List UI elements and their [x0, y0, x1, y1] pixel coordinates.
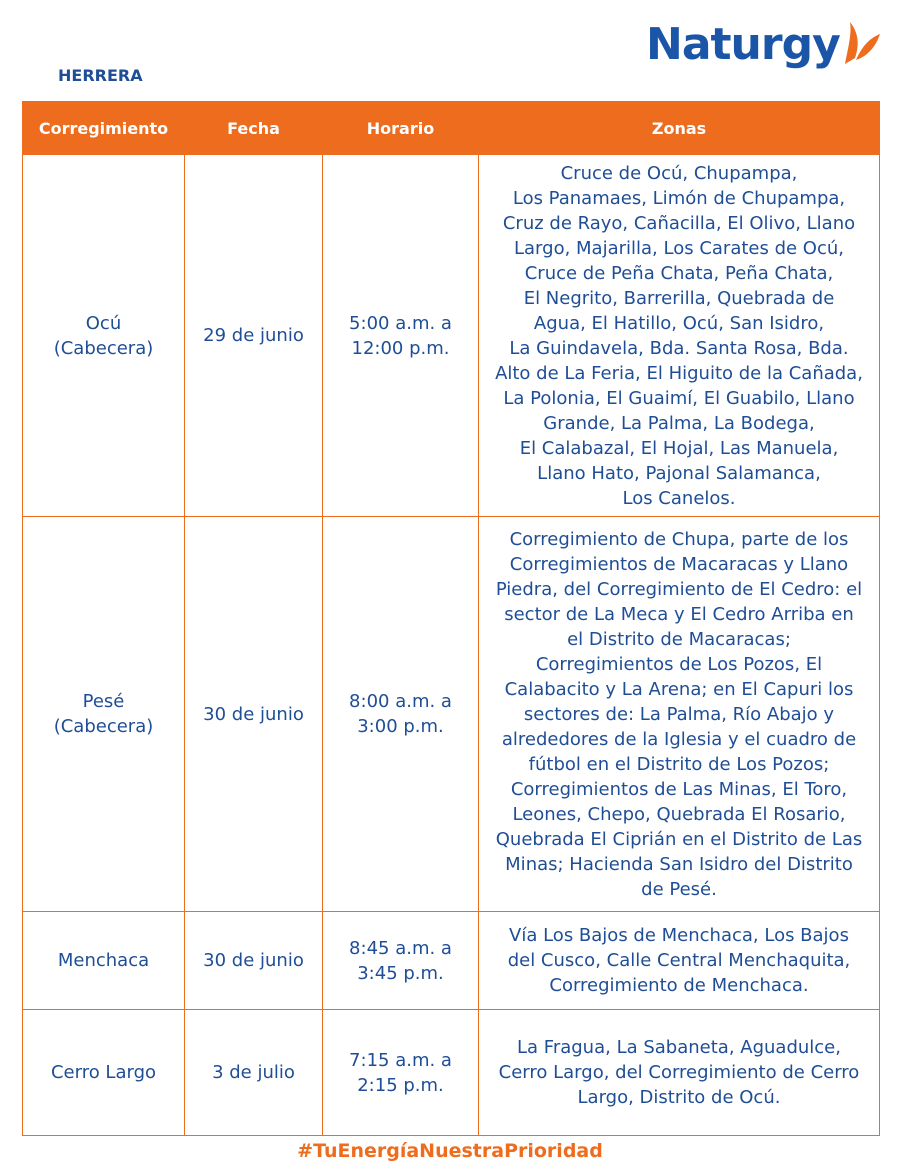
- cell-corregimiento-line: Pesé: [82, 691, 125, 712]
- cell-zonas: [479, 912, 880, 1010]
- cell-zonas-line: fútbol en el Distrito de Los Pozos;: [528, 753, 830, 775]
- cell-horario-line: 8:45 a.m. a: [349, 937, 452, 959]
- cell-horario-line: 2:15 p.m.: [357, 1074, 444, 1096]
- cell-zonas-line: Minas; Hacienda San Isidro del Distrito: [505, 853, 853, 875]
- cell-zonas-line: La Fragua, La Sabaneta, Aguadulce,: [517, 1037, 841, 1058]
- cell-corregimiento-line: Menchaca: [57, 950, 150, 971]
- naturgy-logo: [646, 14, 882, 76]
- cell-zonas-line: Cerro Largo, del Corregimiento de Cerro: [498, 1062, 860, 1083]
- cell-zonas-line: Largo, Distrito de Ocú.: [577, 1087, 781, 1108]
- table-row: [23, 912, 880, 1010]
- cell-zonas-line: Leones, Chepo, Quebrada El Rosario,: [512, 803, 846, 825]
- cell-zonas-line: Cruz de Rayo, Cañacilla, El Olivo, Llano: [502, 212, 856, 234]
- cell-zonas-line: sector de La Meca y El Cedro Arriba en: [504, 603, 854, 625]
- cell-horario-line: 7:15 a.m. a: [349, 1049, 452, 1071]
- cell-corregimiento: [23, 1010, 185, 1136]
- butterfly-icon: [842, 18, 882, 72]
- cell-zonas: [479, 517, 880, 912]
- cell-zonas-line: sectores de: La Palma, Río Abajo y: [523, 703, 835, 725]
- cell-horario: [323, 912, 479, 1010]
- cell-zonas-line: Alto de La Feria, El Higuito de la Cañada,: [495, 362, 863, 384]
- cell-zonas-line: del Cusco, Calle Central Menchaquita,: [507, 950, 851, 971]
- cell-zonas-line: La Guindavela, Bda. Santa Rosa, Bda.: [509, 337, 849, 359]
- cell-horario-line: 8:00 a.m. a: [349, 691, 452, 712]
- cell-zonas-line: Corregimientos de Macaracas y Llano: [509, 553, 849, 575]
- cell-horario: [323, 517, 479, 912]
- cell-fecha: 30 de junio: [185, 517, 323, 912]
- cell-zonas-line: Corregimiento de Chupa, parte de los: [509, 528, 849, 550]
- cell-zonas: [479, 1010, 880, 1136]
- cell-corregimiento: [23, 912, 185, 1010]
- cell-fecha: 29 de junio: [185, 155, 323, 517]
- region-title: HERRERA: [58, 66, 143, 85]
- table-row: [23, 517, 880, 912]
- cell-zonas-line: Cruce de Peña Chata, Peña Chata,: [524, 262, 834, 284]
- cell-corregimiento-line: Cerro Largo: [50, 1062, 157, 1083]
- cell-zonas-line: La Polonia, El Guaimí, El Guabilo, Llano: [503, 387, 855, 409]
- cell-fecha: 30 de junio: [185, 912, 323, 1010]
- cell-zonas-line: alrededores de la Iglesia y el cuadro de: [501, 728, 857, 750]
- header-fecha: Fecha: [185, 102, 323, 155]
- cell-zonas-line: de Pesé.: [641, 878, 717, 900]
- cell-zonas: [479, 155, 880, 517]
- cell-zonas-line: Llano Hato, Pajonal Salamanca,: [537, 462, 821, 484]
- cell-horario-line: 3:45 p.m.: [357, 962, 444, 984]
- hashtag: #TuEnergíaNuestraPrioridad: [297, 1140, 603, 1162]
- cell-fecha: 3 de julio: [185, 1010, 323, 1136]
- cell-corregimiento: [23, 155, 185, 517]
- cell-horario-line: 12:00 p.m.: [351, 337, 450, 359]
- cell-zonas-line: Largo, Majarilla, Los Carates de Ocú,: [514, 237, 844, 259]
- cell-zonas-line: Cruce de Ocú, Chupampa,: [560, 162, 798, 184]
- cell-zonas-line: Quebrada El Ciprián en el Distrito de Las: [495, 828, 863, 850]
- header-horario: Horario: [323, 102, 479, 155]
- cell-corregimiento-line: (Cabecera): [53, 337, 154, 359]
- cell-horario-line: 5:00 a.m. a: [349, 312, 452, 334]
- cell-zonas-line: Corregimientos de Las Minas, El Toro,: [510, 778, 848, 800]
- cell-zonas-line: el Distrito de Macaracas;: [567, 628, 791, 650]
- brand-name: Naturgy: [646, 19, 840, 70]
- cell-zonas-line: Calabacito y La Arena; en El Capuri los: [504, 678, 854, 700]
- cell-zonas-line: Grande, La Palma, La Bodega,: [543, 412, 815, 434]
- cell-zonas-line: El Negrito, Barrerilla, Quebrada de: [523, 287, 835, 309]
- cell-zonas-line: Los Panamaes, Limón de Chupampa,: [512, 187, 846, 209]
- cell-zonas-line: Los Canelos.: [622, 487, 736, 509]
- cell-zonas-line: Corregimiento de Menchaca.: [549, 975, 809, 996]
- cell-corregimiento: [23, 517, 185, 912]
- cell-zonas-line: El Calabazal, El Hojal, Las Manuela,: [519, 437, 839, 459]
- outage-schedule-table: [22, 101, 880, 1136]
- cell-zonas-line: Vía Los Bajos de Menchaca, Los Bajos: [509, 925, 849, 946]
- header-corregimiento: Corregimiento: [23, 102, 185, 155]
- cell-zonas-line: Corregimientos de Los Pozos, El: [535, 653, 823, 675]
- cell-horario: [323, 1010, 479, 1136]
- cell-horario-line: 3:00 p.m.: [357, 716, 444, 737]
- cell-corregimiento-line: (Cabecera): [53, 716, 154, 737]
- header-zonas: Zonas: [479, 102, 880, 155]
- table-row: [23, 1010, 880, 1136]
- cell-zonas-line: Piedra, del Corregimiento de El Cedro: el: [495, 578, 863, 600]
- table-row: [23, 155, 880, 517]
- table-header-row: [23, 102, 880, 155]
- cell-zonas-line: Agua, El Hatillo, Ocú, San Isidro,: [533, 312, 825, 334]
- cell-horario: [323, 155, 479, 517]
- cell-corregimiento-line: Ocú: [85, 312, 122, 334]
